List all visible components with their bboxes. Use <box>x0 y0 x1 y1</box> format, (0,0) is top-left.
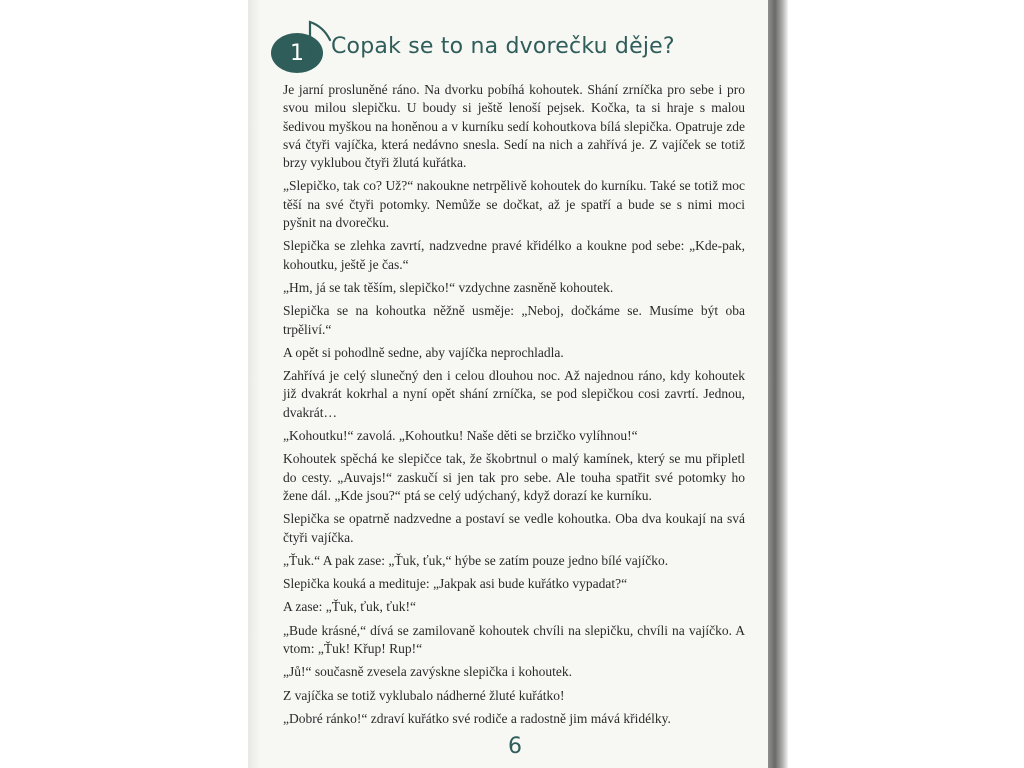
story-text <box>283 81 745 728</box>
chapter-number: 1 <box>290 40 304 66</box>
paragraph: „Jů!“ současně zvesela zavýskne slepička i kohoutek. <box>283 664 573 680</box>
paragraph: „Dobré ránko!“ zdraví kuřátko své rodiče a radostně jim mává křidélky. <box>283 710 671 726</box>
chapter-title: Copak se to na dvorečku děje? <box>331 34 675 59</box>
page-number: 6 <box>508 734 522 759</box>
paragraph: „Bude krásné,“ dívá se zamilovaně kohoutek chvíli na slepičku, chvíli na vajíčko. A vtom: „Ťuk! Křup! Rup!“ <box>283 622 745 657</box>
paragraph: Zahřívá je celý slunečný den i celou dlouhou noc. Až najednou ráno, kdy kohoutek již dvakrát kokrhal a nyní opět shání zrníčka, se pod slepičkou cosi zavrtí. Jednou, dvakrát… <box>283 368 745 420</box>
paragraph: Slepička se na kohoutka něžně usměje: „Neboj, dočkáme se. Musíme být oba trpěliví.“ <box>283 303 745 337</box>
paragraph: A opět si pohodlně sedne, aby vajíčka neprochladla. <box>283 344 564 360</box>
page-gutter <box>248 0 260 768</box>
paragraph: Z vajíčka se totiž vyklubalo nádherné žluté kuřátko! <box>283 687 565 703</box>
paragraph: Je jarní prosluněné ráno. Na dvorku pobíhá kohoutek. Shání zrníčka pro sebe i pro svou milou slepičku. U boudy si ještě lenoší pejsek. Kočka, ta si hraje s malou šedivou myškou na honěnou a v kurníku sedí kohoutkova bílá slepička. Opatruje zde svá čtyři vajíčka, která nedávno snesla. Sedí na nich a zahřívá je. Z vajíček se totiž brzy vyklubou čtyři žlutá kuřátka. <box>283 82 745 171</box>
paragraph: „Hm, já se tak těším, slepičko!“ vzdychne zasněně kohoutek. <box>283 279 614 295</box>
paragraph: Slepička se opatrně nadzvedne a postaví se vedle kohoutka. Oba dva koukají na svá čtyři vajíčka. <box>283 511 745 545</box>
paragraph: Slepička se zlehka zavrtí, nadzvedne pravé křidélko a koukne pod sebe: „Kde-pak, kohoutku, ještě je čas.“ <box>283 238 745 272</box>
paragraph: „Ťuk.“ A pak zase: „Ťuk, ťuk,“ hýbe se zatím pouze jedno bílé vajíčko. <box>283 552 669 568</box>
paragraph: Slepička kouká a medituje: „Jakpak asi bude kuřátko vypadat?“ <box>283 576 628 592</box>
paragraph: „Kohoutku!“ zavolá. „Kohoutku! Naše děti se brzičko vylíhnou!“ <box>283 428 638 444</box>
paragraph: „Slepičko, tak co? Už?“ nakoukne netrpělivě kohoutek do kurníku. Také se totiž moc těší na své čtyři potomky. Nemůže se dočkat, až je spatří a bude se s nimi moci pyšnit na dvorečku. <box>283 178 745 231</box>
paragraph: Kohoutek spěchá ke slepičce tak, že škobrtnul o malý kamínek, který se mu připletl do cesty. „Auvajs!“ zaskučí si jen tak pro sebe. Ale touha spatřit své potomky ho žene dál. „Kde jsou?“ ptá se celý udýchaný, když dorazí ke kurníku. <box>283 451 745 503</box>
page-edge-shadow <box>768 0 788 768</box>
paragraph: A zase: „Ťuk, ťuk, ťuk!“ <box>283 599 416 615</box>
